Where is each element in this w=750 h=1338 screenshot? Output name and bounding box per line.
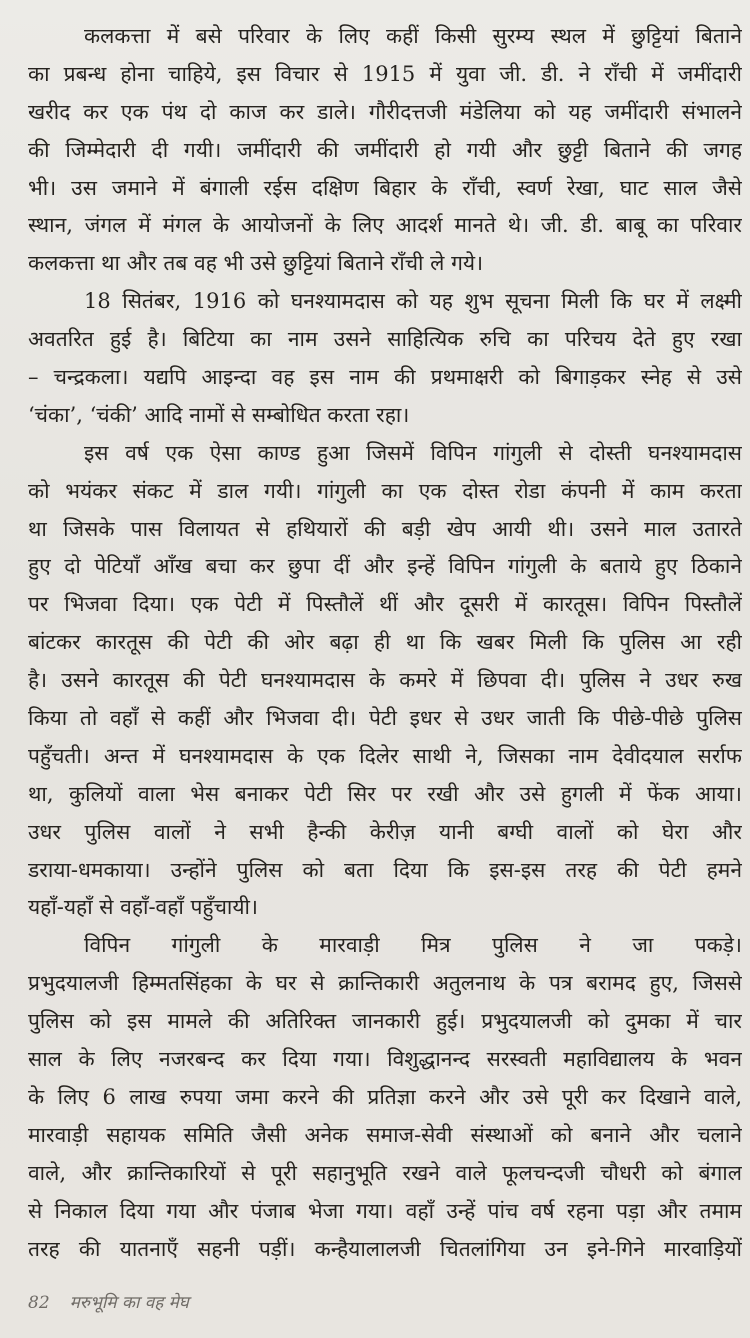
text-line: है। उसने कारतूस की पेटी घनश्यामदास के कमरे में छिपवा दी। पुलिस ने उधर रुख — [28, 668, 742, 693]
running-title: मरुभूमि का वह मेघ — [69, 1293, 189, 1313]
text-line: बांटकर कारतूस की पेटी की ओर बढ़ा ही था कि खबर मिली कि पुलिस आ रही — [28, 630, 742, 655]
text-line: से निकाल दिया गया और पंजाब भेजा गया। वहाँ उन्हें पांच वर्ष रहना पड़ा और तमाम — [28, 1198, 742, 1223]
text-line: विपिन गांगुली के मारवाड़ी मित्र पुलिस ने जा पकड़े। — [84, 933, 742, 958]
text-line: हुए दो पेटियाँ आँख बचा कर छुपा दीं और इन्हें विपिन गांगुली के बताये हुए ठिकाने — [28, 554, 742, 579]
page-number: 82 — [28, 1293, 50, 1313]
text-line: वाले, और क्रान्तिकारियों से पूरी सहानुभूति रखने वाले फूलचन्दजी चौधरी को बंगाल — [28, 1160, 742, 1185]
page-footer — [28, 1290, 189, 1313]
text-line: को भयंकर संकट में डाल गयी। गांगुली का एक दोस्त रोडा कंपनी में काम करता — [28, 478, 742, 503]
text-line: किया तो वहाँ से कहीं और भिजवा दी। पेटी इधर से उधर जाती कि पीछे-पीछे पुलिस — [28, 706, 742, 731]
text-line: मारवाड़ी सहायक समिति जैसी अनेक समाज-सेवी संस्थाओं को बनाने और चलाने — [28, 1122, 742, 1147]
text-line: था, कुलियों वाला भेस बनाकर पेटी सिर पर रखी और उसे हुगली में फेंक आया। — [28, 781, 742, 806]
paragraph — [28, 18, 742, 283]
text-line: 18 सितंबर, 1916 को घनश्यामदास को यह शुभ सूचना मिली कि घर में लक्ष्मी — [84, 289, 742, 314]
text-line: पहुँचती। अन्त में घनश्यामदास के एक दिलेर साथी ने, जिसका नाम देवीदयाल सर्राफ — [28, 743, 742, 768]
text-line: के लिए 6 लाख रुपया जमा करने की प्रतिज्ञा करने और उसे पूरी कर दिखाने वाले, — [28, 1084, 742, 1109]
paragraph — [28, 435, 742, 928]
text-line: यहाँ-यहाँ से वहाँ-वहाँ पहुँचायी। — [28, 895, 258, 920]
text-line: इस वर्ष एक ऐसा काण्ड हुआ जिसमें विपिन गांगुली से दोस्ती घनश्यामदास — [84, 440, 742, 465]
paragraph — [28, 283, 742, 435]
text-line: – चन्द्रकला। यद्यपि आइन्दा वह इस नाम की प्रथमाक्षरी को बिगाड़कर स्नेह से उसे — [28, 365, 742, 390]
text-line: की जिम्मेदारी दी गयी। जमींदारी की जमींदारी हो गयी और छुट्टी बिताने की जगह — [28, 137, 742, 162]
text-line: साल के लिए नजरबन्द कर दिया गया। विशुद्धानन्द सरस्वती महाविद्यालय के भवन — [28, 1047, 742, 1072]
text-line: पर भिजवा दिया। एक पेटी में पिस्तौलें थीं और दूसरी में कारतूस। विपिन पिस्तौलें — [28, 592, 742, 617]
text-line: पुलिस को इस मामले की अतिरिक्त जानकारी हुई। प्रभुदयालजी को दुमका में चार — [28, 1009, 742, 1034]
text-line: था जिसके पास विलायत से हथियारों की बड़ी खेप आयी थी। उसने माल उतारते — [28, 516, 742, 541]
text-line: कलकत्ता था और तब वह भी उसे छुट्टियां बिताने राँची ले गये। — [28, 251, 484, 276]
text-line: कलकत्ता में बसे परिवार के लिए कहीं किसी सुरम्य स्थल में छुट्टियां बिताने — [84, 24, 742, 48]
text-line: डराया-धमकाया। उन्होंने पुलिस को बता दिया कि इस-इस तरह की पेटी हमने — [28, 857, 742, 882]
text-line: उधर पुलिस वालों ने सभी हैन्की केरीज़ यानी बग्घी वालों को घेरा और — [28, 819, 742, 844]
text-line: प्रभुदयालजी हिम्मतसिंहका के घर से क्रान्तिकारी अतुलनाथ के पत्र बरामद हुए, जिससे — [28, 971, 742, 996]
body-text — [28, 18, 742, 1268]
text-line: भी। उस जमाने में बंगाली रईस दक्षिण बिहार के राँची, स्वर्ण रेखा, घाट साल जैसे — [28, 175, 742, 200]
text-line: तरह की यातनाएँ सहनी पड़ीं। कन्हैयालालजी चितलांगिया उन इने-गिने मारवाड़ियों — [28, 1236, 742, 1261]
text-line: खरीद कर एक पंथ दो काज कर डाले। गौरीदत्तजी मंडेलिया को यह जमींदारी संभालने — [28, 99, 742, 124]
text-line: अवतरित हुई है। बिटिया का नाम उसने साहित्यिक रुचि का परिचय देते हुए रखा — [28, 327, 742, 352]
text-line: का प्रबन्ध होना चाहिये, इस विचार से 1915 में युवा जी. डी. ने राँची में जमींदारी — [28, 61, 742, 86]
text-line: स्थान, जंगल में मंगल के आयोजनों के लिए आदर्श मानते थे। जी. डी. बाबू का परिवार — [28, 213, 742, 238]
text-line: ‘चंका’, ‘चंकी’ आदि नामों से सम्बोधित करता रहा। — [28, 402, 410, 427]
paragraph — [28, 927, 742, 1268]
